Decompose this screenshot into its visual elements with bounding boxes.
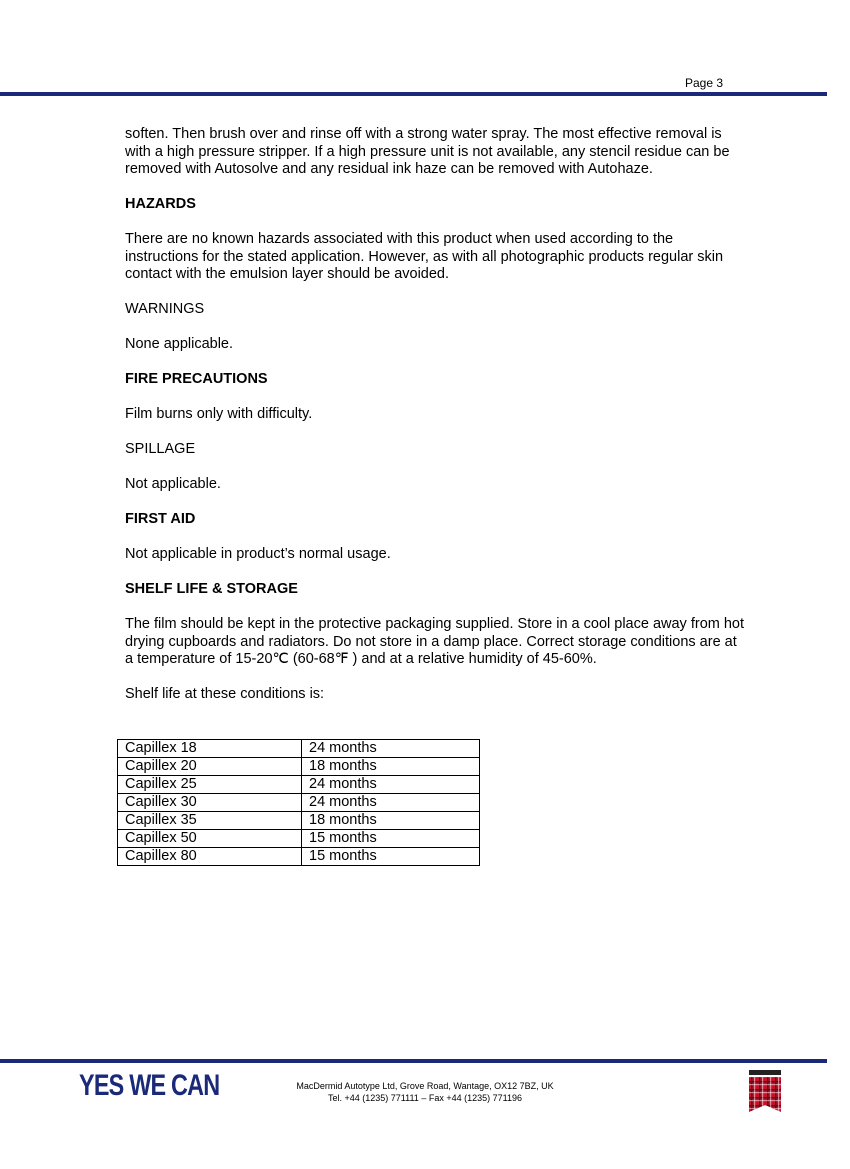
shelf-life-cell: 24 months	[302, 740, 480, 758]
shelf-life-paragraph: The film should be kept in the protective packaging supplied. Store in a cool place away from hot drying cupboards and radiators. Do not store in a damp place. Correct storage conditions are at a temperature of 15-20℃ (60-68℉ ) and at a relative humidity of 45-60%.	[125, 616, 745, 667]
hazards-paragraph: There are no known hazards associated with this product when used according to the instructions for the stated application. However, as with all photographic products regular skin contact with the emulsion layer should be avoided.	[125, 231, 724, 282]
company-address	[260, 1080, 590, 1104]
table-row	[118, 794, 480, 812]
shelf-life-cell: 24 months	[302, 776, 480, 794]
table-row	[118, 776, 480, 794]
contact-line: Tel. +44 (1235) 771111 – Fax +44 (1235) 771196	[328, 1093, 522, 1103]
spillage-paragraph: Not applicable.	[125, 476, 221, 492]
table-row	[118, 740, 480, 758]
shelf-life-heading: SHELF LIFE & STORAGE	[125, 581, 298, 597]
yes-we-can-logo: YES WE CAN	[79, 1069, 220, 1102]
product-cell: Capillex 30	[118, 794, 302, 812]
shelf-life-table	[117, 739, 480, 866]
header-rule	[0, 92, 827, 96]
shelf-life-intro: Shelf life at these conditions is:	[125, 686, 325, 702]
fire-precautions-heading: FIRE PRECAUTIONS	[125, 371, 268, 387]
shelf-life-cell: 18 months	[302, 758, 480, 776]
product-cell: Capillex 20	[118, 758, 302, 776]
warnings-heading: WARNINGS	[125, 301, 205, 317]
shelf-life-cell: 18 months	[302, 812, 480, 830]
first-aid-heading: FIRST AID	[125, 511, 196, 527]
hazards-heading: HAZARDS	[125, 196, 196, 212]
product-cell: Capillex 18	[118, 740, 302, 758]
shelf-life-cell: 15 months	[302, 830, 480, 848]
table-row	[118, 830, 480, 848]
product-cell: Capillex 50	[118, 830, 302, 848]
intro-paragraph: soften. Then brush over and rinse off with a strong water spray. The most effective removal is with a high pressure stripper. If a high pressure unit is not available, any stencil residue can be removed with Autosolve and any residual ink haze can be removed with Autohaze.	[125, 126, 730, 177]
first-aid-paragraph: Not applicable in product’s normal usage.	[125, 546, 391, 562]
address-line: MacDermid Autotype Ltd, Grove Road, Wantage, OX12 7BZ, UK	[296, 1081, 554, 1091]
document-body	[125, 126, 745, 721]
tartan-shield-icon	[748, 1070, 782, 1119]
table-row	[118, 812, 480, 830]
table-row	[118, 848, 480, 866]
product-cell: Capillex 80	[118, 848, 302, 866]
warnings-paragraph: None applicable.	[125, 336, 234, 352]
shelf-life-cell: 24 months	[302, 794, 480, 812]
fire-precautions-paragraph: Film burns only with difficulty.	[125, 406, 313, 422]
shelf-life-cell: 15 months	[302, 848, 480, 866]
page-number: Page 3	[685, 76, 724, 90]
product-cell: Capillex 35	[118, 812, 302, 830]
spillage-heading: SPILLAGE	[125, 441, 196, 457]
table-row	[118, 758, 480, 776]
footer-rule	[0, 1059, 827, 1063]
product-cell: Capillex 25	[118, 776, 302, 794]
